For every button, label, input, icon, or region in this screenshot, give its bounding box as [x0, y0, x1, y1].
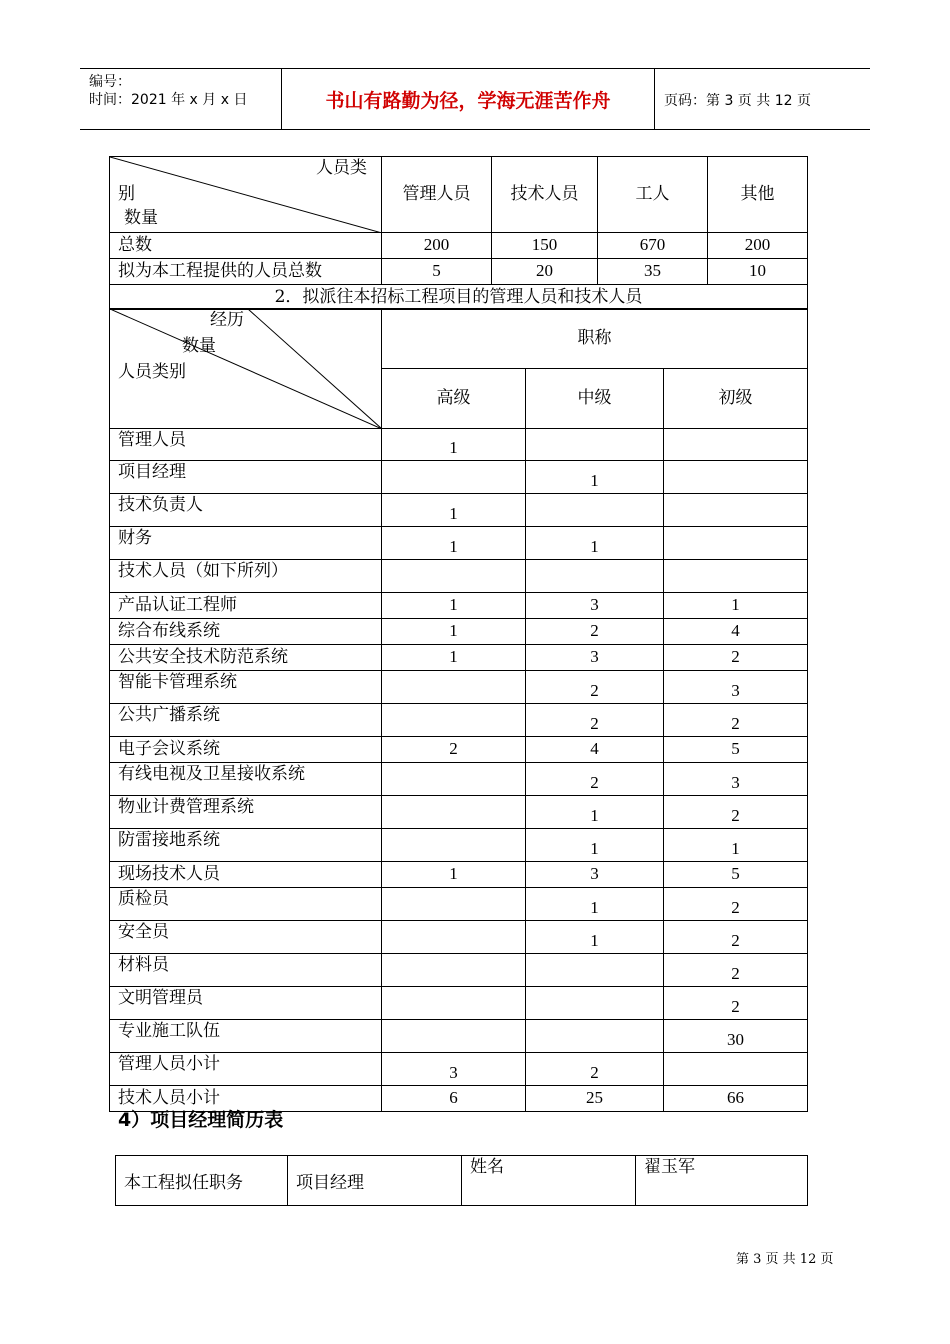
cell-value: 2: [526, 619, 664, 645]
cell-value: 2: [664, 921, 808, 954]
table-row: [110, 888, 808, 921]
pm-resume-table: [115, 1155, 808, 1206]
cell-value: 3: [526, 645, 664, 671]
cell-value: 1: [382, 619, 526, 645]
cell-value: [664, 494, 808, 527]
row-label: 综合布线系统: [110, 619, 382, 645]
header-motto: 书山有路勤为径，学海无涯苦作舟: [325, 90, 611, 112]
row-label: 有线电视及卫星接收系统: [110, 763, 382, 796]
cell-value: 2: [664, 954, 808, 987]
corner-mid-label: 别: [118, 184, 135, 204]
row-label: 技术负责人: [110, 494, 382, 527]
row-label: 物业计费管理系统: [110, 796, 382, 829]
cell-value: 4: [664, 619, 808, 645]
column-header: 管理人员: [382, 157, 492, 233]
row-label: 技术人员（如下所列）: [110, 560, 382, 593]
row-label: 防雷接地系统: [110, 829, 382, 862]
row-label: 公共安全技术防范系统: [110, 645, 382, 671]
cell-value: [382, 829, 526, 862]
row-label: 公共广播系统: [110, 704, 382, 737]
cell-value: 1: [526, 796, 664, 829]
cell-value: 150: [492, 233, 598, 259]
cell-value: [382, 954, 526, 987]
row-label: 电子会议系统: [110, 737, 382, 763]
row-label: 管理人员: [110, 429, 382, 461]
page-header: [80, 68, 870, 130]
table-row: [110, 619, 808, 645]
row-label: 总数: [110, 233, 382, 259]
table-row: [110, 233, 808, 259]
section-4-title: 4）项目经理简历表: [118, 1109, 284, 1131]
cell-value: 1: [526, 829, 664, 862]
header-divider: [654, 69, 655, 129]
cell-value: [664, 429, 808, 461]
cell-value: [382, 560, 526, 593]
cell-value: [526, 494, 664, 527]
corner-bottom-label: 数量: [124, 208, 158, 228]
cell-value: 200: [382, 233, 492, 259]
cell-value: [382, 763, 526, 796]
table-row: [110, 1020, 808, 1053]
cell-value: [382, 987, 526, 1020]
cell-value: [526, 954, 664, 987]
cell-value: [382, 796, 526, 829]
row-label: 技术人员小计: [110, 1086, 382, 1112]
cell-value: [382, 921, 526, 954]
cell-value: [526, 429, 664, 461]
table-row: [110, 593, 808, 619]
table-row: [110, 671, 808, 704]
table-row: [110, 429, 808, 461]
row-label: 管理人员小计: [110, 1053, 382, 1086]
cell-value: 1: [382, 429, 526, 461]
code-label: 编号：: [89, 74, 131, 90]
section-2-title: 2．拟派往本招标工程项目的管理人员和技术人员: [110, 285, 808, 310]
cell-value: 5: [664, 862, 808, 888]
column-header: 技术人员: [492, 157, 598, 233]
table-row: [110, 259, 808, 285]
level-header: 初级: [664, 369, 808, 429]
cell-value: 2: [664, 888, 808, 921]
corner-type-label: 人员类别: [118, 362, 186, 382]
cell-value: 670: [598, 233, 708, 259]
cell-value: 4: [526, 737, 664, 763]
cell-value: [526, 1020, 664, 1053]
table-row: [110, 494, 808, 527]
level-header: 中级: [526, 369, 664, 429]
cell-value: [382, 671, 526, 704]
cell-value: [382, 704, 526, 737]
column-header: 其他: [708, 157, 808, 233]
level-header: 高级: [382, 369, 526, 429]
cell-value: 1: [664, 829, 808, 862]
cell-value: [664, 1053, 808, 1086]
cell-value: 1: [526, 888, 664, 921]
row-label: 现场技术人员: [110, 862, 382, 888]
table2-corner-cell: [110, 309, 382, 429]
cell-value: 2: [664, 704, 808, 737]
cell-value: [664, 560, 808, 593]
personnel-title-table: [109, 308, 808, 1112]
column-header: 工人: [598, 157, 708, 233]
row-label: 安全员: [110, 921, 382, 954]
row-label: 文明管理员: [110, 987, 382, 1020]
table-row: [110, 560, 808, 593]
row-label: 项目经理: [110, 461, 382, 494]
corner-quantity-label: 数量: [182, 336, 216, 356]
time-label: 时间：2021 年 x 月 x 日: [89, 92, 248, 108]
row-label: 材料员: [110, 954, 382, 987]
table-row: [110, 645, 808, 671]
cell-value: [382, 1020, 526, 1053]
cell-value: 3: [382, 1053, 526, 1086]
cell-value: 2: [664, 645, 808, 671]
cell-value: [526, 560, 664, 593]
cell-value: 35: [598, 259, 708, 285]
cell-value: 2: [526, 1053, 664, 1086]
table-row: [110, 921, 808, 954]
corner-experience-label: 经历: [210, 310, 244, 330]
table-row: [110, 461, 808, 494]
cell-value: [382, 888, 526, 921]
cell-value: 2: [526, 704, 664, 737]
cell-value: 3: [526, 593, 664, 619]
table2-body: [110, 429, 808, 1112]
cell-value: 10: [708, 259, 808, 285]
cell-value: 3: [664, 763, 808, 796]
cell-value: 1: [382, 494, 526, 527]
cell-value: 1: [526, 461, 664, 494]
name-value: 翟玉军: [636, 1156, 808, 1206]
cell-value: 2: [526, 671, 664, 704]
cell-value: 1: [526, 921, 664, 954]
staff-summary-table: [109, 156, 808, 310]
table1-corner-cell: [110, 157, 382, 233]
position-value: 项目经理: [288, 1156, 462, 1206]
cell-value: 5: [382, 259, 492, 285]
cell-value: 25: [526, 1086, 664, 1112]
name-label: 姓名: [462, 1156, 636, 1206]
cell-value: 1: [526, 527, 664, 560]
cell-value: 6: [382, 1086, 526, 1112]
row-label: 专业施工队伍: [110, 1020, 382, 1053]
page-number-label: 页码：第 3 页 共 12 页: [664, 93, 811, 109]
cell-value: 1: [382, 645, 526, 671]
cell-value: 1: [382, 527, 526, 560]
cell-value: 2: [664, 987, 808, 1020]
cell-value: [382, 461, 526, 494]
cell-value: 2: [526, 763, 664, 796]
cell-value: [664, 527, 808, 560]
cell-value: 2: [382, 737, 526, 763]
table-row: [110, 737, 808, 763]
page-footer: 第 3 页 共 12 页: [736, 1252, 834, 1267]
cell-value: [664, 461, 808, 494]
cell-value: 3: [664, 671, 808, 704]
cell-value: 66: [664, 1086, 808, 1112]
corner-top-label: 人员类: [316, 158, 367, 178]
cell-value: 30: [664, 1020, 808, 1053]
table-row: [110, 829, 808, 862]
table-row: [110, 796, 808, 829]
table-row: [110, 954, 808, 987]
row-label: 拟为本工程提供的人员总数: [110, 259, 382, 285]
table-row: [110, 1053, 808, 1086]
table-row: [110, 763, 808, 796]
row-label: 财务: [110, 527, 382, 560]
cell-value: 1: [664, 593, 808, 619]
table-row: [110, 527, 808, 560]
cell-value: 5: [664, 737, 808, 763]
row-label: 产品认证工程师: [110, 593, 382, 619]
cell-value: [526, 987, 664, 1020]
cell-value: 1: [382, 593, 526, 619]
position-label: 本工程拟任职务: [116, 1156, 288, 1206]
table-row: [110, 862, 808, 888]
table-row: [110, 987, 808, 1020]
table-row: [110, 704, 808, 737]
row-label: 智能卡管理系统: [110, 671, 382, 704]
cell-value: 20: [492, 259, 598, 285]
cell-value: 2: [664, 796, 808, 829]
cell-value: 200: [708, 233, 808, 259]
row-label: 质检员: [110, 888, 382, 921]
title-header: 职称: [382, 309, 808, 369]
cell-value: 3: [526, 862, 664, 888]
cell-value: 1: [382, 862, 526, 888]
